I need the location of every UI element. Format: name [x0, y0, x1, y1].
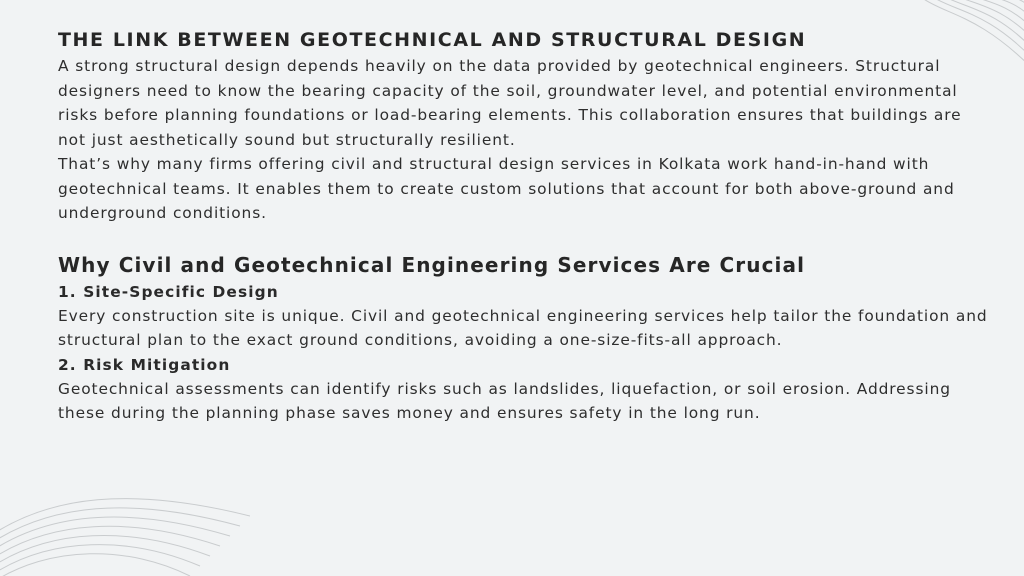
item-text-risk-mitigation: Geotechnical assessments can identify risks such as landslides, liquefaction, or soil erosion. Addressing these during the planning phase saves money and ensures safety in the long run. [58, 379, 951, 422]
decorative-wave-lines-bottom-left [0, 476, 250, 576]
section-heading-why-crucial: Why Civil and Geotechnical Engineering Services Are Crucial [58, 252, 806, 277]
slide-content [58, 26, 988, 426]
paragraph-structural-design: A strong structural design depends heavily on the data provided by geotechnical engineers. Structural designers need to know the bearing capacity of the soil, groundwater level, and potential environmental risks before planning foundations or load-bearing elements. This collaboration ensures that buildings are not just aesthetically sound but structurally resilient. [58, 57, 962, 149]
paragraph-kolkata-firms: That’s why many firms offering civil and structural design services in Kolkata work hand-in-hand with geotechnical teams. It enables them to create custom solutions that account for both above-ground and underground conditions. [58, 155, 955, 222]
item-title-site-specific: 1. Site-Specific Design [58, 282, 279, 301]
item-text-site-specific: Every construction site is unique. Civil and geotechnical engineering services help tailor the foundation and structural plan to the exact ground conditions, avoiding a one-size-fits-all approach. [58, 306, 988, 349]
spacer [58, 226, 988, 250]
item-title-risk-mitigation: 2. Risk Mitigation [58, 355, 231, 374]
section-heading-link: THE LINK BETWEEN GEOTECHNICAL AND STRUCTURAL DESIGN [58, 29, 807, 51]
